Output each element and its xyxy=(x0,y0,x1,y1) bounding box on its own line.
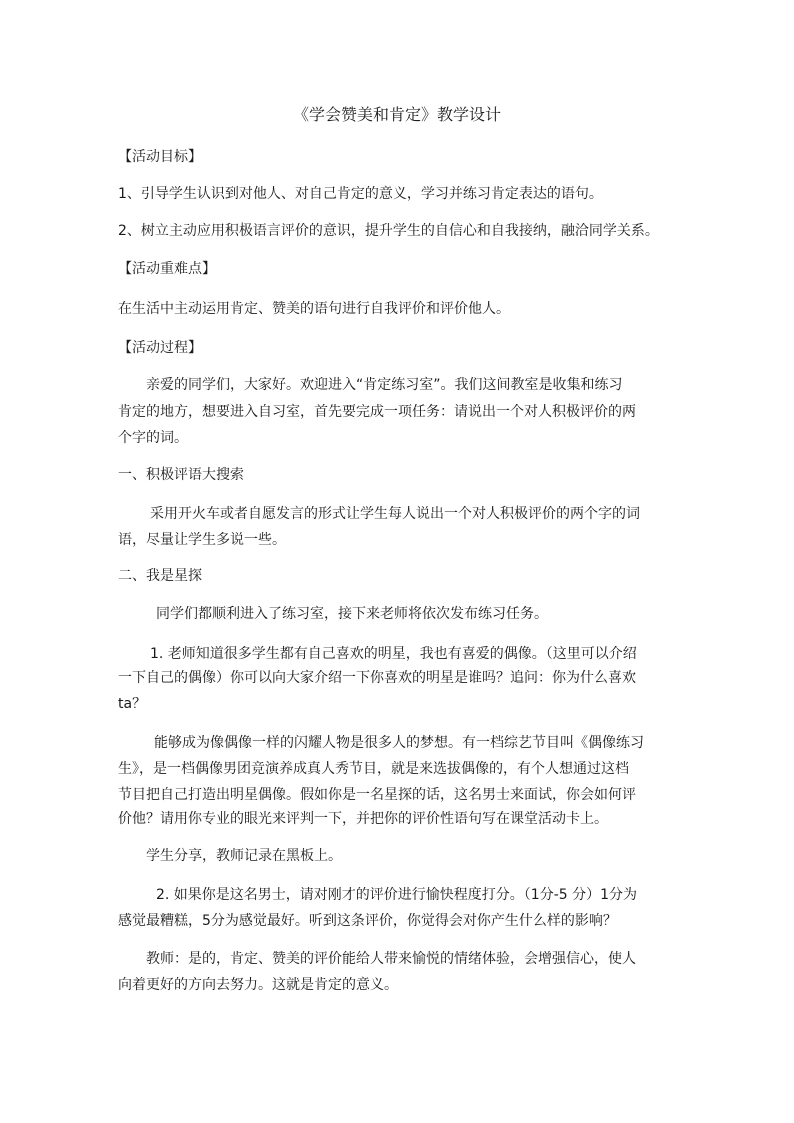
part2-intro: 同学们都顺利进入了练习室，接下来老师将依次发布练习任务。 xyxy=(156,606,548,622)
task1-line-2: 一下自己的偶像）你可以向大家介绍一下你喜欢的明星是谁吗？追问：你为什么喜欢 xyxy=(118,670,636,686)
task2-line-1: 2. 如果你是这名男士，请对刚才的评价进行愉快程度打分。（1分-5 分）1分为 xyxy=(156,887,638,903)
part2-heading: 二、我是星探 xyxy=(118,568,202,584)
task1-line-3: ta？ xyxy=(118,696,147,712)
intro-line-3: 个字的词。 xyxy=(118,430,188,446)
idol-paragraph-line-1: 能够成为像偶像一样的闪耀人物是很多人的梦想。有一档综艺节目叫《偶像练习 xyxy=(154,735,644,751)
teacher-line-2: 向着更好的方向去努力。这就是肯定的意义。 xyxy=(118,977,398,993)
student-share-text: 学生分享，教师记录在黑板上。 xyxy=(146,848,342,864)
idol-paragraph-line-4: 价他？请用你专业的眼光来评判一下，并把你的评价性语句写在课堂活动卡上。 xyxy=(118,811,608,827)
teacher-line-1: 教师：是的，肯定、赞美的评价能给人带来愉悦的情绪体验，会增强信心，使人 xyxy=(146,951,636,967)
part1-text-line-1: 采用开火车或者自愿发言的形式让学生每人说出一个对人积极评价的两个字的词 xyxy=(150,506,640,522)
goal-item-2: 2、树立主动应用积极语言评价的意识，提升学生的自信心和自我接纳，融洽同学关系。 xyxy=(118,223,659,239)
process-heading: 【活动过程】 xyxy=(118,340,202,356)
part1-text-line-2: 语，尽量让学生多说一些。 xyxy=(118,532,286,548)
part1-heading: 一、积极评语大搜索 xyxy=(118,467,244,483)
key-points-heading: 【活动重难点】 xyxy=(118,261,216,277)
goal-item-1: 1、引导学生认识到对他人、对自己肯定的意义，学习并练习肯定表达的语句。 xyxy=(118,186,603,202)
goals-heading: 【活动目标】 xyxy=(118,149,202,165)
task2-line-2: 感觉最糟糕，5分为感觉最好。听到这条评价，你觉得会对你产生什么样的影响？ xyxy=(118,913,617,929)
idol-paragraph-line-3: 节目把自己打造出明星偶像。假如你是一名星探的话，这名男士来面试，你会如何评 xyxy=(118,787,636,803)
intro-line-1: 亲爱的同学们，大家好。欢迎进入“肯定练习室”。我们这间教室是收集和练习 xyxy=(146,377,623,393)
key-points-text: 在生活中主动运用肯定、赞美的语句进行自我评价和评价他人。 xyxy=(118,301,510,317)
document-title: 《学会赞美和肯定》教学设计 xyxy=(292,105,501,124)
task1-line-1: 1. 老师知道很多学生都有自己喜欢的明星，我也有喜爱的偶像。（这里可以介绍 xyxy=(150,646,637,662)
intro-line-2: 肯定的地方，想要进入自习室，首先要完成一项任务：请说出一个对人积极评价的两 xyxy=(118,404,636,420)
idol-paragraph-line-2: 生》，是一档偶像男团竞演养成真人秀节目，就是来选拔偶像的，有个人想通过这档 xyxy=(118,761,629,777)
